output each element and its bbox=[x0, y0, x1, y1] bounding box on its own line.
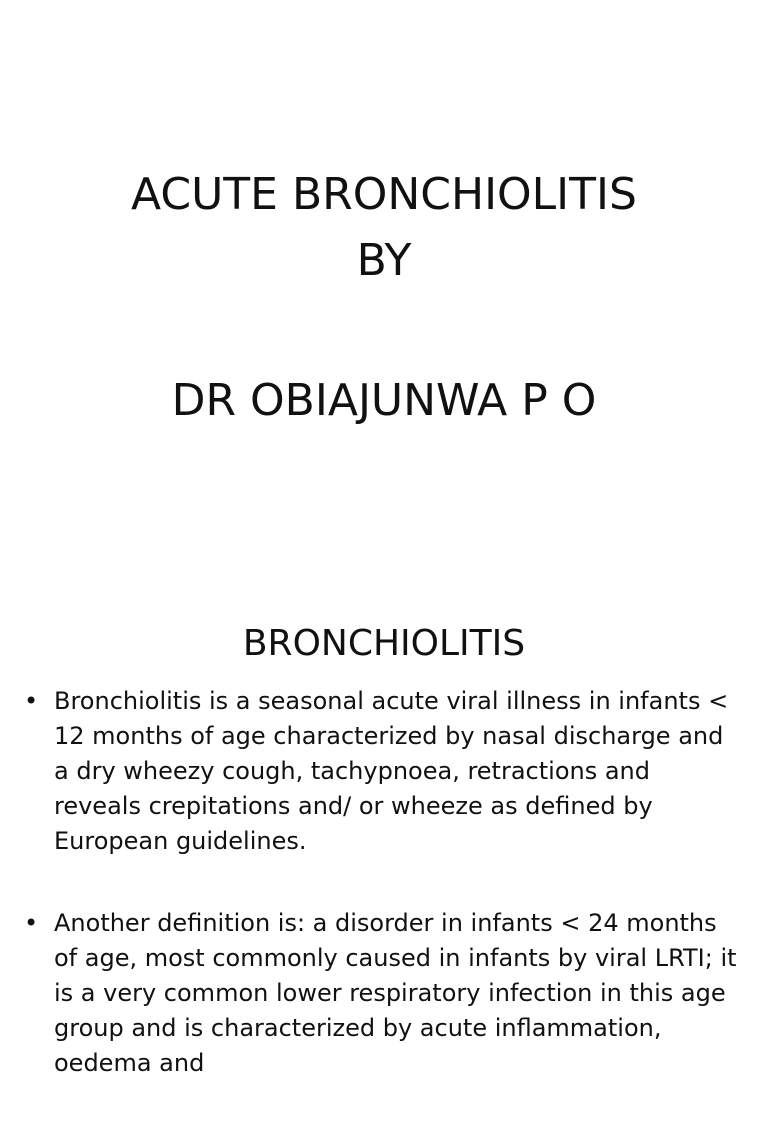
author-name: DR OBIAJUNWA P O bbox=[171, 375, 597, 426]
title-block bbox=[0, 162, 768, 434]
slide-title: BRONCHIOLITIS bbox=[242, 623, 526, 664]
bullet-text: Bronchiolitis is a seasonal acute viral illness in infants < 12 months of age characterized by nasal discharge and a dry wheezy cough, tachypnoea, retractions and reveals crepitations and/ or wheeze as defined by European guidelines. bbox=[54, 687, 729, 855]
presentation-title: ACUTE BRONCHIOLITIS bbox=[131, 169, 637, 220]
bullet-item bbox=[24, 906, 744, 1081]
bullet-marker: • bbox=[24, 687, 39, 715]
bullet-marker: • bbox=[24, 909, 39, 937]
bullet-text: Another definition is: a disorder in infants < 24 months of age, most commonly caused in infants by viral LRTI; it is a very common lower respiratory infection in this age group and is characterized by acute inflammation, oedema and bbox=[54, 909, 737, 1077]
content-slide bbox=[0, 576, 768, 1077]
title-by: BY bbox=[356, 235, 412, 286]
bullet-item bbox=[24, 684, 744, 859]
bullet-list bbox=[24, 684, 744, 1128]
